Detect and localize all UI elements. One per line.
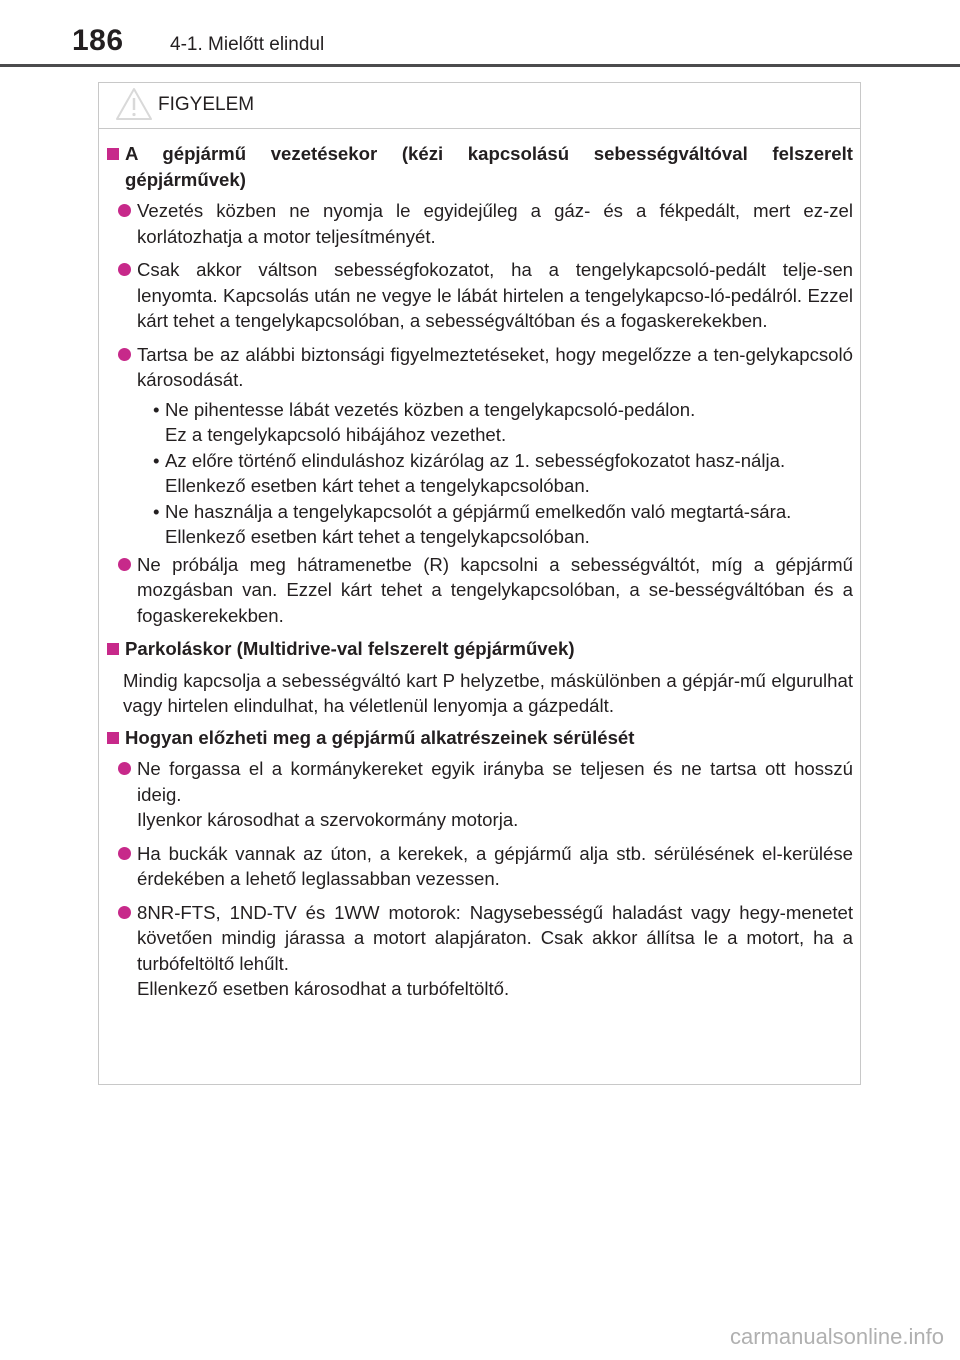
heading-text: A gépjármű vezetésekor (kézi kapcsolású sebességváltóval felszerelt gépjárművek)	[125, 143, 853, 190]
list-item	[118, 552, 853, 629]
section-heading	[107, 141, 853, 192]
heading-text: Parkoláskor (Multidrive-val felszerelt gépjárművek)	[125, 638, 575, 659]
circle-bullet-icon	[118, 762, 131, 775]
sub-item-note: Ellenkező esetben kárt tehet a tengelykapcsolóban.	[165, 526, 590, 547]
dot-bullet-icon: •	[153, 500, 160, 522]
sub-list-item	[153, 499, 853, 550]
square-bullet-icon	[107, 643, 119, 655]
circle-bullet-icon	[118, 263, 131, 276]
watermark: carmanualsonline.info	[729, 1324, 944, 1349]
paragraph: Mindig kapcsolja a sebességváltó kart P helyzetbe, máskülönben a gépjár-mű elgurulhat vagy hirtelen elindulhat, ha véletlenül lenyomja a gázpedált.	[123, 669, 853, 716]
section-heading	[107, 725, 853, 751]
header-divider	[0, 64, 960, 67]
circle-bullet-icon	[118, 558, 131, 571]
warning-box	[98, 82, 861, 1085]
dot-bullet-icon: •	[153, 449, 160, 471]
sub-item-note: Ez a tengelykapcsoló hibájához vezethet.	[165, 424, 507, 445]
circle-bullet-icon	[118, 847, 131, 860]
section-heading	[107, 636, 853, 662]
item-text: Vezetés közben ne nyomja le egyidejűleg a gáz- és a fékpedált, mert ez-zel korlátozhatja a motor teljesítményét.	[137, 200, 853, 247]
sub-item-text: Ne pihentesse lábát vezetés közben a tengelykapcsoló-pedálon.	[165, 398, 696, 420]
heading-text: Hogyan előzheti meg a gépjármű alkatrészeinek sérülését	[125, 726, 635, 748]
list-item	[118, 257, 853, 334]
item-note: Ilyenkor károsodhat a szervokormány motorja.	[137, 809, 519, 830]
item-note: Ellenkező esetben károsodhat a turbófeltöltő.	[137, 978, 510, 999]
page-header	[0, 0, 960, 70]
dot-bullet-icon: •	[153, 398, 160, 420]
circle-bullet-icon	[118, 348, 131, 361]
list-item	[118, 841, 853, 892]
warning-body	[99, 129, 860, 1002]
item-text: Ne forgassa el a kormánykereket egyik irányba se teljesen és ne tartsa ott hosszú ideig.	[137, 758, 853, 805]
item-text: Ha buckák vannak az úton, a kerekek, a gépjármű alja stb. sérülésének el-kerülése érdekében a lehető leglassabban vezessen.	[137, 842, 853, 889]
square-bullet-icon	[107, 732, 119, 744]
page-number: 186	[72, 24, 124, 57]
warning-title: FIGYELEM	[158, 94, 255, 115]
sub-list-item	[153, 397, 853, 448]
item-text: 8NR-FTS, 1ND-TV és 1WW motorok: Nagysebességű haladást vagy hegy-menetet követően mindig járassa a motort alapjáraton. Csak akkor állítsa le a motort, ha a turbófeltöltő lehűlt.	[137, 901, 853, 974]
circle-bullet-icon	[118, 906, 131, 919]
item-text: Ne próbálja meg hátramenetbe (R) kapcsolni a sebességváltót, míg a gépjármű mozgásban van. Ezzel kárt tehet a tengelykapcsolóban, a se-bességváltóban és a fogaskerekekben.	[137, 553, 853, 626]
circle-bullet-icon	[118, 204, 131, 217]
sub-list-item	[153, 448, 853, 499]
list-item	[118, 756, 853, 833]
list-item	[118, 198, 853, 249]
sub-item-text: Az előre történő elinduláshoz kizárólag az 1. sebességfokozatot hasz-nálja.	[165, 449, 786, 471]
sub-item-text: Ne használja a tengelykapcsolót a gépjármű emelkedőn való megtartá-sára.	[165, 500, 792, 522]
square-bullet-icon	[107, 148, 119, 160]
section-title: 4-1. Mielőtt elindul	[170, 34, 325, 55]
sub-item-note: Ellenkező esetben kárt tehet a tengelykapcsolóban.	[165, 475, 590, 496]
warning-header	[99, 83, 860, 129]
item-text: Csak akkor váltson sebességfokozatot, ha a tengelykapcsoló-pedált telje-sen lenyomta. Kapcsolás után ne vegye le lábát hirtelen a tengelykapcso-ló-pedálról. Ezzel kárt tehet a tengelykapcsolóban, a sebességváltóban és a fogaskerekekben.	[137, 259, 853, 331]
list-item	[118, 342, 853, 393]
warning-triangle-icon	[115, 87, 153, 121]
item-text: Tartsa be az alábbi biztonsági figyelmeztetéseket, hogy megelőzze a ten-gelykapcsoló károsodását.	[137, 343, 853, 390]
list-item	[118, 900, 853, 1002]
